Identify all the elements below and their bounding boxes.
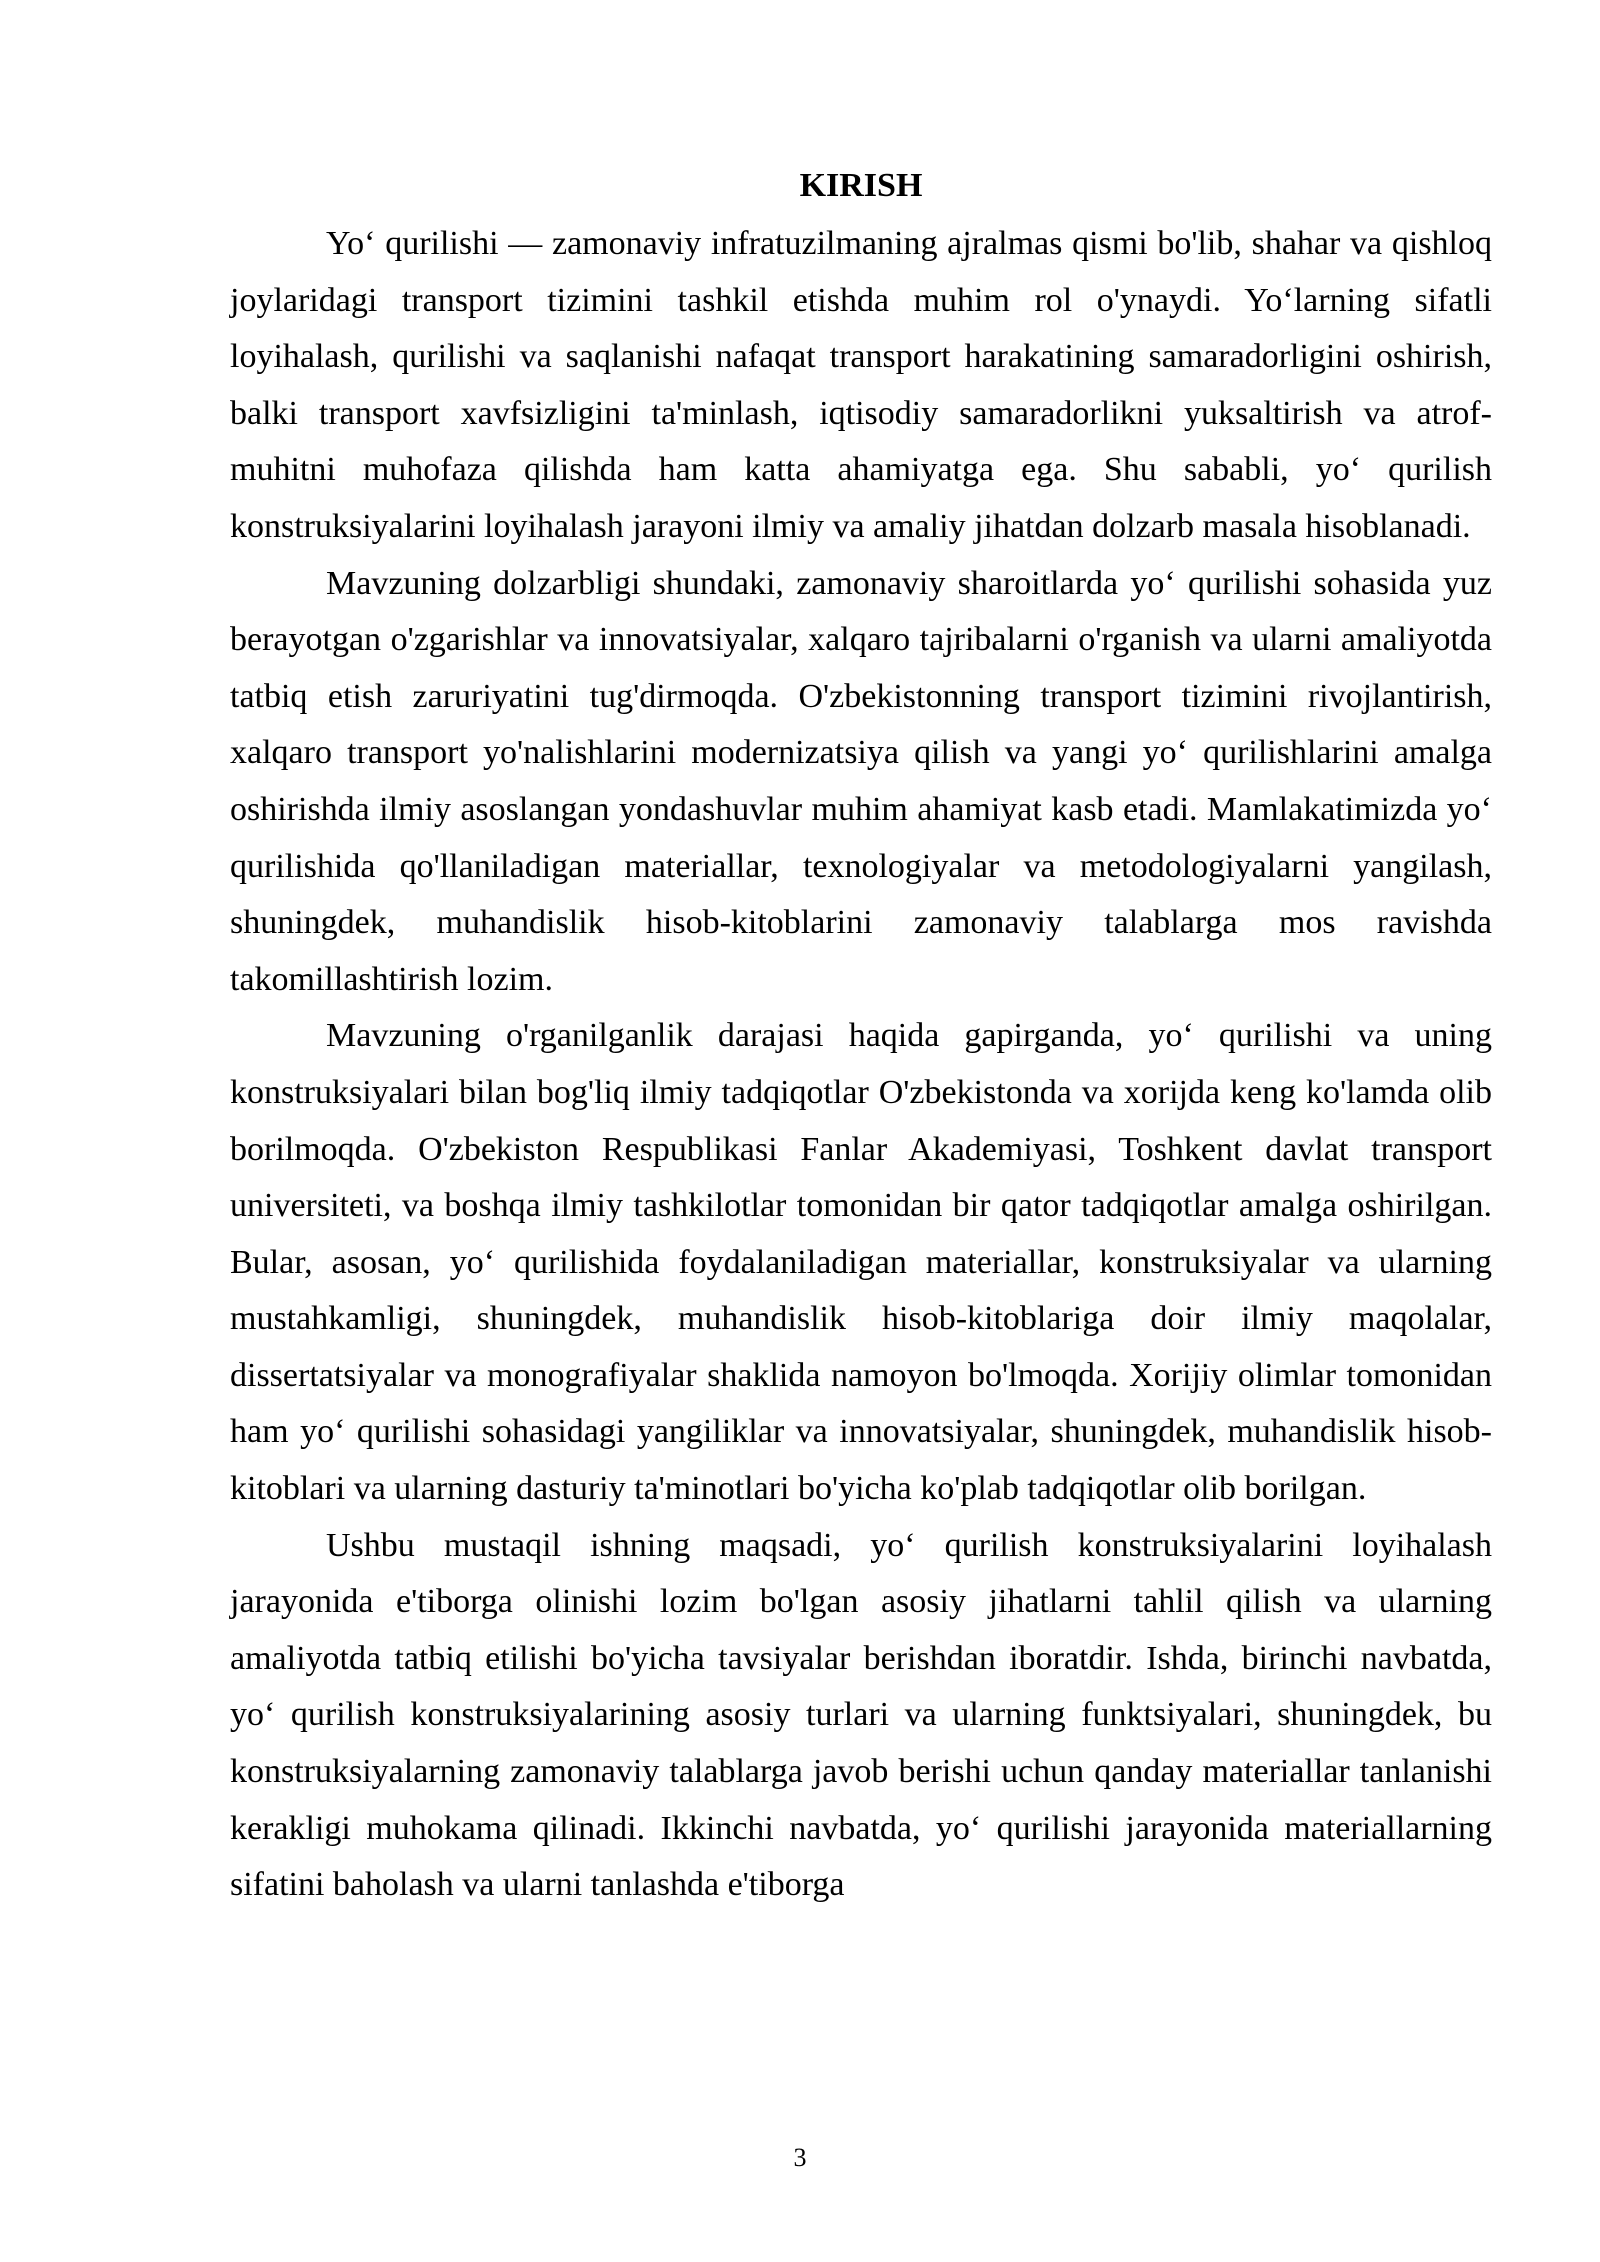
section-title: KIRISH [799,167,923,204]
paragraph-research-degree: Mavzuning o'rganilganlik darajasi haqida gapirganda, yo‘ qurilishi va uning konstruksiyalari bilan bog'liq ilmiy tadqiqotlar O'zbekistonda va xorijda keng ko'lamda olib borilmoqda. O'zbekiston Respublikasi Fanlar Akademiyasi, Toshkent davlat transport universiteti, va boshqa ilmiy tashkilotlar tomonidan bir qator tadqiqotlar amalga oshirilgan. Bular, asosan, yo‘ qurilishida foydalaniladigan materiallar, konstruksiyalar va ularning mustahkamligi, shuningdek, muhandislik hisob-kitoblariga doir ilmiy maqolalar, dissertatsiyalar va monografiyalar shaklida namoyon bo'lmoqda. Xorijiy olimlar tomonidan ham yo‘ qurilishi sohasidagi yangiliklar va innovatsiyalar, shuningdek, muhandislik hisob-kitoblari va ularning dasturiy ta'minotlari bo'yicha ko'plab tadqiqotlar olib borilgan. [230,1017,1492,1508]
paragraph-relevance: Mavzuning dolzarbligi shundaki, zamonaviy sharoitlarda yo‘ qurilishi sohasida yuz berayotgan o'zgarishlar va innovatsiyalar, xalqaro tajribalarni o'rganish va ularni amaliyotda tatbiq etish zaruriyatini tug'dirmoqda. O'zbekistonning transport tizimini rivojlantirish, xalqaro transport yo'nalishlarini modernizatsiya qilish va yangi yo‘ qurilishlarini amalga oshirishda ilmiy asoslangan yondashuvlar muhim ahamiyat kasb etadi. Mamlakatimizda yo‘ qurilishida qo'llaniladigan materiallar, texnologiyalar va metodologiyalarni yangilash, shuningdek, muhandislik hisob-kitoblarini zamonaviy talablarga mos ravishda takomillashtirish lozim. [230,564,1492,998]
page-content [230,160,1492,1914]
paragraph-purpose: Ushbu mustaqil ishning maqsadi, yo‘ qurilish konstruksiyalarini loyihalash jarayonida e'tiborga olinishi lozim bo'lgan asosiy jihatlarni tahlil qilish va ularning amaliyotda tatbiq etilishi bo'yicha tavsiyalar berishdan iboratdir. Ishda, birinchi navbatda, yo‘ qurilish konstruksiyalarining asosiy turlari va ularning funktsiyalari, shuningdek, bu konstruksiyalarning zamonaviy talablarga javob berishi uchun qanday materiallar tanlanishi kerakligi muhokama qilinadi. Ikkinchi navbatda, yo‘ qurilishi jarayonida materiallarning sifatini baholash va ularni tanlashda e'tiborga [230,1526,1492,1904]
page-number: 3 [793,2143,807,2172]
paragraph-introduction: Yo‘ qurilishi — zamonaviy infratuzilmaning ajralmas qismi bo'lib, shahar va qishloq joylaridagi transport tizimini tashkil etishda muhim rol o'ynaydi. Yo‘larning sifatli loyihalash, qurilishi va saqlanishi nafaqat transport harakatining samaradorligini oshirish, balki transport xavfsizligini ta'minlash, iqtisodiy samaradorlikni yuksaltirish va atrof-muhitni muhofaza qilishda ham katta ahamiyatga ega. Shu sababli, yo‘ qurilish konstruksiyalarini loyihalash jarayoni ilmiy va amaliy jihatdan dolzarb masala hisoblanadi. [230,225,1492,545]
